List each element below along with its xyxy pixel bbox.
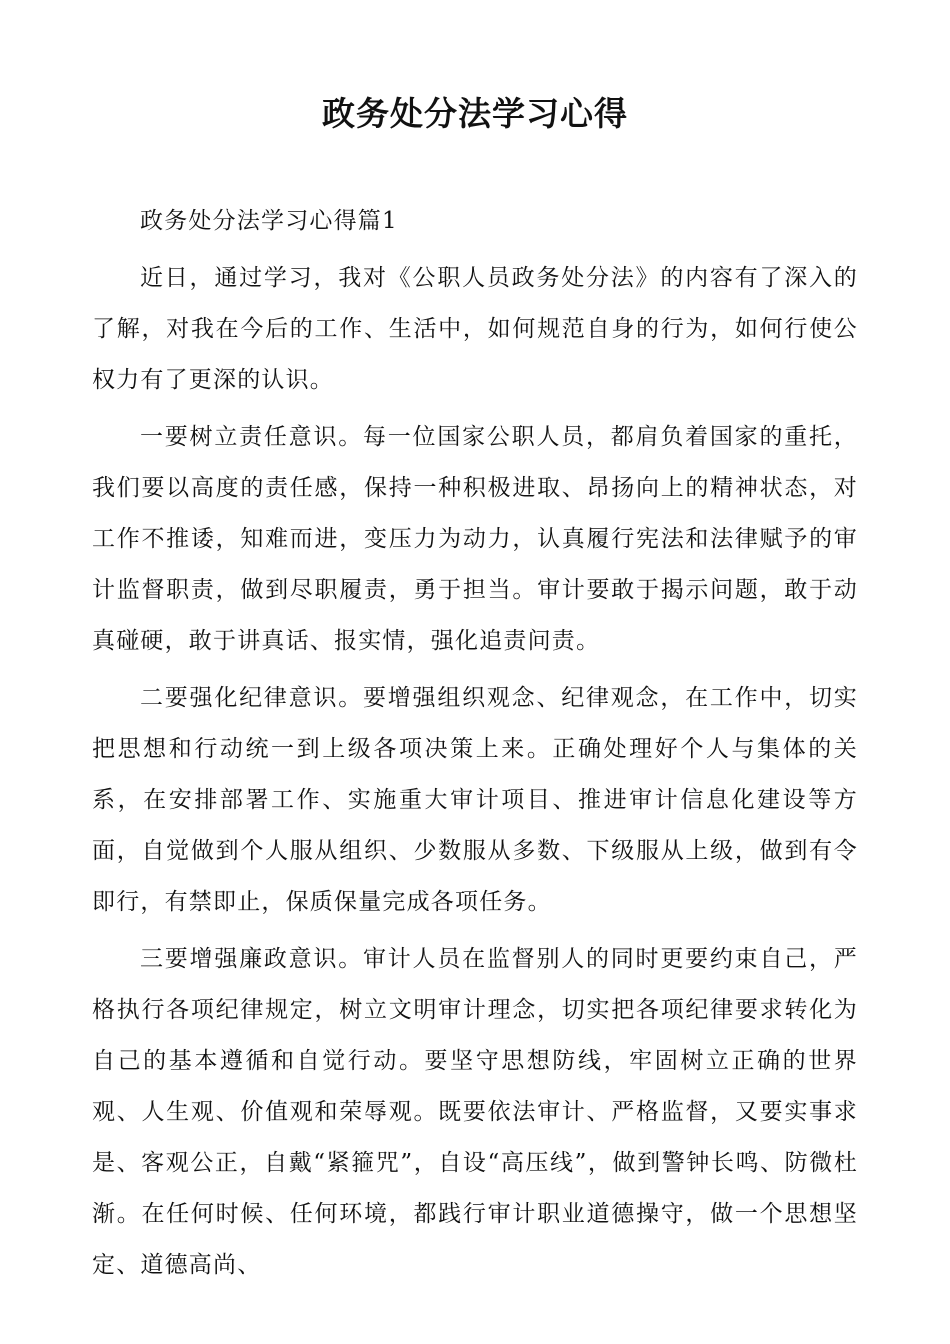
paragraph-integrity: 三要增强廉政意识。审计人员在监督别人的同时更要约束自己，严格执行各项纪律规定，树立文明审计理念，切实把各项纪律要求转化为自己的基本遵循和自觉行动。要坚守思想防线，牢固树立正确的世界观、人生观、价值观和荣辱观。既要依法审计、严格监督，又要实事求是、客观公正，自戴“紧箍咒”，自设“高压线”，做到警钟长鸣、防微杜渐。在任何时候、任何环境，都践行审计职业道德操守，做一个思想坚定、道德高尚、 — [92, 946, 858, 1278]
document-title: 政务处分法学习心得 — [322, 94, 628, 133]
section-heading: 政务处分法学习心得篇1 — [140, 208, 398, 234]
paragraph-intro: 近日，通过学习，我对《公职人员政务处分法》的内容有了深入的了解，对我在今后的工作、生活中，如何规范自身的行为，如何行使公权力有了更深的认识。 — [92, 265, 858, 393]
document-body — [92, 196, 858, 1297]
paragraph-responsibility: 一要树立责任意识。每一位国家公职人员，都肩负着国家的重托，我们要以高度的责任感，保持一种积极进取、昂扬向上的精神状态，对工作不推诿，知难而进，变压力为动力，认真履行宪法和法律赋予的审计监督职责，做到尽职履责，勇于担当。审计要敢于揭示问题，敢于动真碰硬，敢于讲真话、报实情，强化追责问责。 — [92, 424, 858, 654]
paragraph-discipline: 二要强化纪律意识。要增强组织观念、纪律观念，在工作中，切实把思想和行动统一到上级各项决策上来。正确处理好个人与集体的关系，在安排部署工作、实施重大审计项目、推进审计信息化建设等方面，自觉做到个人服从组织、少数服从多数、下级服从上级，做到有令即行，有禁即止，保质保量完成各项任务。 — [92, 685, 858, 915]
